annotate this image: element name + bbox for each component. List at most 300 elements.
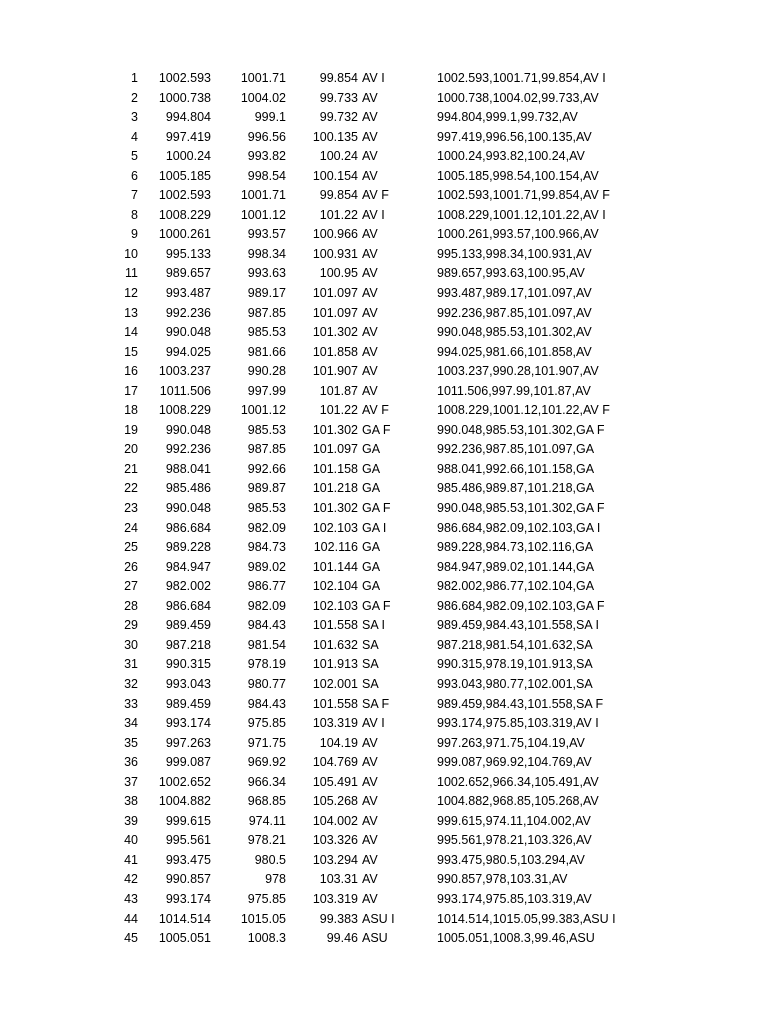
row-index: 26 [124,559,138,574]
joined-text-cell: 995.561,978.21,103.326,AV [437,833,592,848]
joined-text-cell: 1002.593,1001.71,99.854,AV F [437,188,610,203]
row-index: 10 [124,246,138,261]
table-row [0,264,768,284]
value-c-cell: 101.907 [312,364,358,379]
table-row [0,401,768,421]
code-cell: GA [362,461,381,476]
table-row [0,69,768,89]
table-row [0,655,768,675]
value-b-cell: 980.77 [247,676,286,691]
joined-text-cell: 1008.229,1001.12,101.22,AV I [437,207,606,222]
code-cell: AV [362,774,378,789]
value-a-cell: 1002.593 [158,71,211,85]
value-b-cell: 986.77 [247,579,286,594]
table-row [0,382,768,402]
value-c-cell: 103.31 [319,872,358,887]
code-cell: AV [362,246,378,261]
code-cell: ASU I [362,911,395,926]
value-b-cell: 998.54 [247,168,286,183]
table-row [0,499,768,519]
value-a-cell: 1005.051 [158,931,211,946]
row-index: 42 [124,872,138,887]
joined-text-cell: 990.857,978,103.31,AV [437,872,568,887]
value-c-cell: 101.302 [312,501,358,516]
code-cell: GA [362,579,381,594]
table-row [0,734,768,754]
value-a-cell: 993.475 [165,852,211,867]
code-cell: SA F [362,696,390,711]
table-row [0,831,768,851]
table-row [0,362,768,382]
value-a-cell: 994.025 [165,344,211,359]
row-index: 35 [124,735,138,750]
value-c-cell: 103.326 [312,833,358,848]
joined-text-cell: 1000.738,1004.02,99.733,AV [437,90,599,105]
table-row [0,695,768,715]
joined-text-cell: 989.228,984.73,102.116,GA [437,540,594,555]
table-row [0,812,768,832]
value-a-cell: 1004.882 [158,794,211,809]
value-a-cell: 989.459 [165,618,211,633]
value-c-cell: 103.319 [312,716,358,731]
value-b-cell: 966.34 [247,774,286,789]
row-index: 29 [124,618,138,633]
value-c-cell: 99.46 [326,931,358,946]
table-row [0,323,768,343]
table-row [0,558,768,578]
value-c-cell: 101.22 [319,403,358,418]
joined-text-cell: 993.174,975.85,103.319,AV I [437,716,599,731]
value-a-cell: 1008.229 [158,207,211,222]
value-a-cell: 995.561 [165,833,211,848]
table-row [0,128,768,148]
value-a-cell: 997.263 [165,735,211,750]
value-b-cell: 1001.71 [240,188,286,203]
joined-text-cell: 992.236,987.85,101.097,GA [437,442,595,457]
joined-text-cell: 999.615,974.11,104.002,AV [437,813,591,828]
value-b-cell: 987.85 [247,305,286,320]
joined-text-cell: 1003.237,990.28,101.907,AV [437,364,599,379]
code-cell: AV [362,90,378,105]
value-c-cell: 102.103 [312,520,358,535]
row-index: 6 [131,168,138,183]
code-cell: GA F [362,598,391,613]
value-b-cell: 968.85 [247,794,286,809]
code-cell: SA I [362,618,385,633]
value-b-cell: 974.11 [248,813,286,828]
table-row [0,675,768,695]
code-cell: AV [362,755,378,770]
value-a-cell: 986.684 [165,598,211,613]
code-cell: GA F [362,501,391,516]
code-cell: AV [362,227,378,242]
value-c-cell: 105.491 [312,774,358,789]
table-row [0,753,768,773]
value-a-cell: 990.048 [165,325,211,340]
joined-text-cell: 990.048,985.53,101.302,GA F [437,422,605,437]
code-cell: GA [362,481,381,496]
table-row [0,343,768,363]
value-a-cell: 1014.514 [158,911,211,926]
code-cell: AV I [362,716,385,731]
value-b-cell: 971.75 [247,735,286,750]
value-c-cell: 101.302 [312,422,358,437]
value-b-cell: 998.34 [247,246,286,261]
joined-text-cell: 985.486,989.87,101.218,GA [437,481,595,496]
value-a-cell: 1002.652 [158,774,211,789]
code-cell: AV I [362,207,385,222]
value-b-cell: 1004.02 [240,90,286,105]
table-row [0,284,768,304]
table-row [0,519,768,539]
value-b-cell: 990.28 [247,364,286,379]
value-b-cell: 985.53 [247,422,286,437]
value-c-cell: 100.931 [312,246,358,261]
row-index: 5 [131,149,138,164]
value-a-cell: 993.174 [165,891,211,906]
value-b-cell: 993.63 [247,266,286,281]
value-a-cell: 1011.506 [159,383,211,398]
joined-text-cell: 987.218,981.54,101.632,SA [437,637,593,652]
value-b-cell: 969.92 [247,755,286,770]
table-row [0,460,768,480]
joined-text-cell: 992.236,987.85,101.097,AV [437,305,592,320]
row-index: 38 [124,794,138,809]
value-c-cell: 101.858 [312,344,358,359]
value-b-cell: 989.87 [247,481,286,496]
value-b-cell: 993.57 [247,227,286,242]
code-cell: AV [362,110,378,125]
value-c-cell: 100.95 [319,266,358,281]
value-c-cell: 104.19 [319,735,358,750]
row-index: 14 [124,325,138,340]
value-b-cell: 975.85 [247,716,286,731]
row-index: 39 [124,813,138,828]
value-c-cell: 100.154 [312,168,358,183]
code-cell: AV [362,852,378,867]
joined-text-cell: 1000.24,993.82,100.24,AV [437,149,585,164]
joined-text-cell: 1008.229,1001.12,101.22,AV F [437,403,610,418]
value-c-cell: 102.104 [312,579,358,594]
value-a-cell: 992.236 [165,305,211,320]
table-row [0,108,768,128]
row-index: 19 [124,422,138,437]
code-cell: AV [362,129,378,144]
row-index: 32 [124,676,138,691]
value-b-cell: 982.09 [247,520,286,535]
value-b-cell: 984.43 [247,696,286,711]
value-b-cell: 984.73 [247,540,286,555]
value-b-cell: 1001.12 [240,403,286,418]
value-a-cell: 986.684 [165,520,211,535]
table-row [0,577,768,597]
row-index: 1 [131,71,138,85]
joined-text-cell: 1002.593,1001.71,99.854,AV I [437,71,606,85]
joined-text-cell: 1005.185,998.54,100.154,AV [437,168,599,183]
table-row [0,440,768,460]
value-c-cell: 101.097 [312,442,358,457]
value-b-cell: 989.17 [247,286,286,301]
value-a-cell: 1000.24 [165,149,211,164]
value-b-cell: 984.43 [247,618,286,633]
row-index: 23 [124,501,138,516]
joined-text-cell: 994.804,999.1,99.732,AV [437,110,578,125]
row-index: 21 [124,461,138,476]
joined-text-cell: 999.087,969.92,104.769,AV [437,755,592,770]
value-c-cell: 99.732 [319,110,358,125]
value-a-cell: 997.419 [165,129,211,144]
value-a-cell: 993.174 [165,716,211,731]
row-index: 22 [124,481,138,496]
value-c-cell: 101.302 [312,325,358,340]
value-c-cell: 105.268 [312,794,358,809]
value-c-cell: 101.913 [312,657,358,672]
table-row [0,479,768,499]
joined-text-cell: 989.459,984.43,101.558,SA F [437,696,604,711]
row-index: 30 [124,637,138,652]
value-a-cell: 989.459 [165,696,211,711]
row-index: 4 [131,129,138,144]
value-a-cell: 1008.229 [158,403,211,418]
value-c-cell: 101.158 [312,461,358,476]
table-row [0,89,768,109]
row-index: 16 [124,364,138,379]
code-cell: AV [362,325,378,340]
value-c-cell: 104.769 [312,755,358,770]
value-a-cell: 990.315 [165,657,211,672]
row-index: 7 [131,188,138,203]
joined-text-cell: 989.459,984.43,101.558,SA I [437,618,599,633]
value-b-cell: 978 [265,872,286,887]
value-c-cell: 100.24 [319,149,358,164]
code-cell: AV [362,383,378,398]
table-row [0,245,768,265]
value-a-cell: 1002.593 [158,188,211,203]
code-cell: AV [362,833,378,848]
table-row [0,186,768,206]
table-row [0,206,768,226]
code-cell: SA [362,637,379,652]
value-c-cell: 101.097 [312,286,358,301]
row-index: 40 [124,833,138,848]
table-row [0,714,768,734]
code-cell: AV [362,891,378,906]
joined-text-cell: 993.174,975.85,103.319,AV [437,891,592,906]
joined-text-cell: 1004.882,968.85,105.268,AV [437,794,599,809]
table-row [0,616,768,636]
value-b-cell: 992.66 [247,461,286,476]
value-a-cell: 988.041 [165,461,211,476]
value-c-cell: 102.103 [312,598,358,613]
joined-text-cell: 1014.514,1015.05,99.383,ASU I [437,911,616,926]
value-a-cell: 1003.237 [158,364,211,379]
table-row [0,636,768,656]
joined-text-cell: 997.419,996.56,100.135,AV [437,129,592,144]
row-index: 28 [124,598,138,613]
value-a-cell: 989.657 [165,266,211,281]
value-c-cell: 104.002 [312,813,358,828]
code-cell: AV [362,266,378,281]
value-a-cell: 1000.261 [158,227,211,242]
table-row [0,304,768,324]
code-cell: AV [362,794,378,809]
row-index: 45 [124,931,138,946]
value-c-cell: 103.294 [312,852,358,867]
value-c-cell: 102.001 [312,676,358,691]
value-a-cell: 999.615 [165,813,211,828]
row-index: 20 [124,442,138,457]
joined-text-cell: 1005.051,1008.3,99.46,ASU [437,931,595,946]
value-a-cell: 999.087 [165,755,211,770]
joined-text-cell: 989.657,993.63,100.95,AV [437,266,585,281]
code-cell: AV [362,286,378,301]
joined-text-cell: 982.002,986.77,102.104,GA [437,579,595,594]
joined-text-cell: 993.487,989.17,101.097,AV [437,286,592,301]
code-cell: AV [362,168,378,183]
code-cell: AV I [362,71,385,85]
value-a-cell: 985.486 [165,481,211,496]
row-index: 34 [124,716,138,731]
table-row [0,773,768,793]
value-b-cell: 993.82 [247,149,286,164]
row-index: 9 [131,227,138,242]
value-b-cell: 985.53 [247,325,286,340]
joined-text-cell: 995.133,998.34,100.931,AV [437,246,592,261]
value-b-cell: 996.56 [247,129,286,144]
code-cell: GA [362,559,381,574]
value-c-cell: 101.22 [319,207,358,222]
code-cell: AV [362,149,378,164]
code-cell: GA [362,540,381,555]
joined-text-cell: 988.041,992.66,101.158,GA [437,461,595,476]
data-table [0,69,768,949]
value-b-cell: 981.66 [247,344,286,359]
row-index: 18 [124,403,138,418]
value-a-cell: 990.048 [165,422,211,437]
code-cell: AV [362,344,378,359]
row-index: 15 [124,344,138,359]
value-c-cell: 100.966 [312,227,358,242]
value-b-cell: 1015.05 [240,911,286,926]
value-a-cell: 995.133 [165,246,211,261]
joined-text-cell: 990.315,978.19,101.913,SA [437,657,593,672]
value-b-cell: 999.1 [254,110,286,125]
row-index: 13 [124,305,138,320]
value-a-cell: 993.043 [165,676,211,691]
table-row [0,910,768,930]
value-c-cell: 99.854 [319,71,358,85]
value-c-cell: 101.558 [312,618,358,633]
value-b-cell: 1001.71 [240,71,286,85]
table-row [0,147,768,167]
value-a-cell: 990.857 [165,872,211,887]
row-index: 17 [124,383,138,398]
code-cell: GA I [362,520,387,535]
joined-text-cell: 993.475,980.5,103.294,AV [437,852,585,867]
joined-text-cell: 986.684,982.09,102.103,GA I [437,520,601,535]
joined-text-cell: 1002.652,966.34,105.491,AV [437,774,599,789]
value-c-cell: 101.87 [319,383,358,398]
value-c-cell: 101.097 [312,305,358,320]
row-index: 12 [124,286,138,301]
value-a-cell: 982.002 [165,579,211,594]
value-c-cell: 99.383 [319,911,358,926]
value-b-cell: 989.02 [247,559,286,574]
code-cell: AV [362,872,378,887]
value-b-cell: 987.85 [247,442,286,457]
value-b-cell: 981.54 [247,637,286,652]
code-cell: AV F [362,403,389,418]
code-cell: AV F [362,188,389,203]
row-index: 36 [124,755,138,770]
table-row [0,890,768,910]
table-row [0,597,768,617]
joined-text-cell: 994.025,981.66,101.858,AV [437,344,592,359]
row-index: 25 [124,540,138,555]
row-index: 11 [125,266,138,281]
value-b-cell: 975.85 [247,891,286,906]
value-c-cell: 99.854 [319,188,358,203]
value-c-cell: 101.632 [312,637,358,652]
table-row [0,538,768,558]
value-a-cell: 993.487 [165,286,211,301]
value-c-cell: 101.558 [312,696,358,711]
value-b-cell: 978.21 [247,833,286,848]
joined-text-cell: 990.048,985.53,101.302,AV [437,325,592,340]
value-a-cell: 1005.185 [158,168,211,183]
value-a-cell: 994.804 [165,110,211,125]
value-a-cell: 1000.738 [158,90,211,105]
joined-text-cell: 990.048,985.53,101.302,GA F [437,501,605,516]
table-row [0,421,768,441]
joined-text-cell: 984.947,989.02,101.144,GA [437,559,595,574]
value-a-cell: 990.048 [165,501,211,516]
row-index: 8 [131,207,138,222]
table-row [0,870,768,890]
row-index: 33 [124,696,138,711]
code-cell: SA [362,657,379,672]
value-a-cell: 989.228 [165,540,211,555]
row-index: 2 [131,90,138,105]
code-cell: AV [362,735,378,750]
row-index: 27 [124,579,138,594]
code-cell: AV [362,305,378,320]
joined-text-cell: 993.043,980.77,102.001,SA [437,676,593,691]
value-c-cell: 100.135 [312,129,358,144]
value-a-cell: 992.236 [165,442,211,457]
joined-text-cell: 1011.506,997.99,101.87,AV [437,383,591,398]
row-index: 43 [124,891,138,906]
table-row [0,167,768,187]
code-cell: AV [362,813,378,828]
value-b-cell: 985.53 [247,501,286,516]
code-cell: GA [362,442,381,457]
value-b-cell: 1008.3 [247,931,286,946]
value-a-cell: 984.947 [165,559,211,574]
value-c-cell: 101.218 [312,481,358,496]
row-index: 44 [124,911,138,926]
joined-text-cell: 986.684,982.09,102.103,GA F [437,598,605,613]
row-index: 41 [124,852,138,867]
table-row [0,225,768,245]
value-c-cell: 103.319 [312,891,358,906]
row-index: 24 [124,520,138,535]
code-cell: ASU [362,931,388,946]
value-b-cell: 1001.12 [240,207,286,222]
value-b-cell: 978.19 [247,657,286,672]
table-row [0,929,768,949]
row-index: 31 [124,657,138,672]
